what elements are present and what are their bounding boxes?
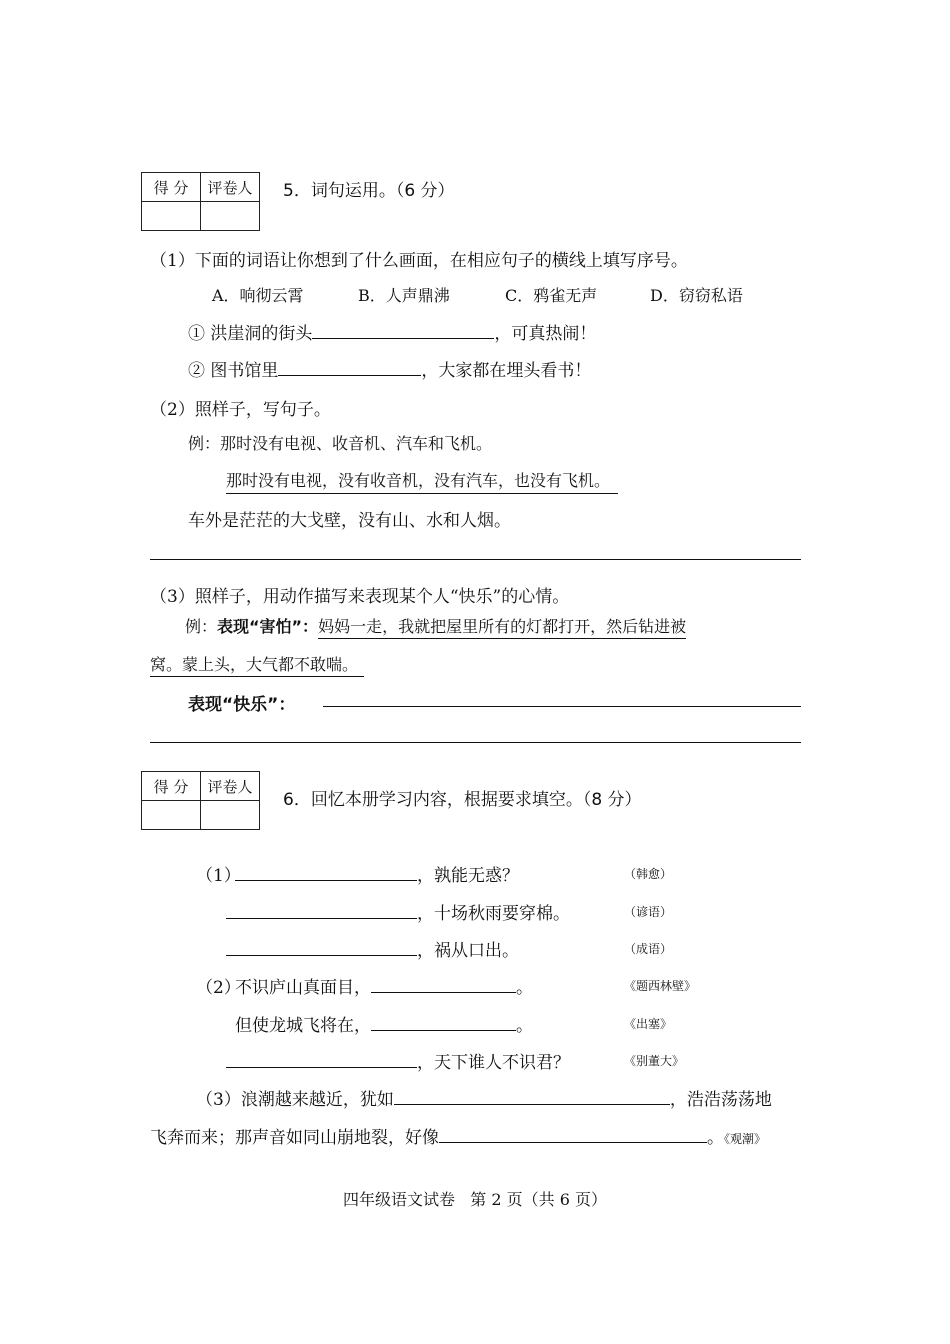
q6-p1-line3 — [226, 936, 519, 961]
q6-score-box — [141, 771, 260, 830]
q6-p2-src1: 《题西林壁》 — [624, 979, 697, 993]
q5-option-b: B．人声鼎沸 — [358, 286, 450, 305]
q6-p3-line1-suffix: ，浩浩荡荡地 — [669, 1090, 772, 1110]
grader-label: 评卷人 — [201, 772, 260, 801]
q5-item1-prefix: ① 洪崖洞的街头 — [188, 324, 313, 344]
q5-item2 — [188, 356, 591, 381]
score-cell[interactable] — [142, 202, 201, 231]
q6-p2-src3: 《别董大》 — [624, 1054, 685, 1068]
q6-p1-src1: （韩愈） — [624, 867, 673, 881]
q6-p2-line2-prefix: 但使龙城飞将在， — [235, 1016, 371, 1036]
q6-p1-line1 — [235, 861, 519, 886]
q6-p2-blank2[interactable] — [371, 1013, 516, 1031]
q6-p3-src: 《观潮》 — [724, 1132, 767, 1146]
q6-p3-line2-prefix: 飞奔而来；那声音如同山崩地裂，好像 — [150, 1128, 439, 1148]
q6-p1-number: （1） — [196, 866, 241, 886]
q6-p1-text1: ，孰能无惑？ — [417, 866, 519, 886]
q6-title: 6．回忆本册学习内容，根据要求填空。（8 分） — [283, 790, 642, 810]
q6-p2-line1-suffix: 。 — [516, 978, 533, 998]
q6-p2-line3-suffix: ，天下谁人不识君？ — [417, 1053, 570, 1073]
q6-p1-text3: ，祸从口出。 — [417, 941, 519, 961]
score-label: 得 分 — [142, 772, 201, 801]
q5-p2-example-answer: 那时没有电视，没有收音机，没有汽车，也没有飞机。 — [226, 468, 618, 494]
q5-option-c: C．鸦雀无声 — [505, 286, 598, 305]
q5-option-d: D．窃窃私语 — [650, 286, 743, 305]
q6-p1-blank2[interactable] — [226, 901, 417, 919]
grader-cell[interactable] — [201, 202, 260, 231]
q5-item2-blank[interactable] — [278, 358, 421, 376]
q5-p1-instruction: （1）下面的词语让你想到了什么画面，在相应句子的横线上填写序号。 — [150, 251, 688, 271]
q5-score-box — [141, 172, 260, 231]
q5-p2-instruction: （2）照样子，写句子。 — [150, 400, 331, 420]
q5-p3-example-text2: 窝。蒙上头，大气都不敢喘。 — [150, 655, 364, 677]
q5-p3-example-line1 — [185, 614, 686, 637]
q6-p1-src3: （成语） — [624, 942, 673, 956]
q6-p3-line1-prefix: （3）浪潮越来越近，犹如 — [196, 1090, 394, 1110]
q5-p3-example-line2 — [150, 652, 364, 675]
q5-p3-answer-line1[interactable] — [323, 706, 801, 707]
q6-p2-line2 — [235, 1011, 533, 1036]
q6-p2-blank3[interactable] — [226, 1050, 417, 1068]
q6-p2-line1 — [235, 973, 533, 998]
grader-cell[interactable] — [201, 801, 260, 830]
q5-p3-example-text1: 妈妈一走，我就把屋里所有的灯都打开，然后钻进被 — [318, 617, 686, 639]
q5-p3-instruction: （3）照样子，用动作描写来表现某个人“快乐”的心情。 — [150, 587, 570, 607]
q6-p1-blank3[interactable] — [226, 938, 417, 956]
q6-p2-src2: 《出塞》 — [624, 1017, 673, 1031]
grader-label: 评卷人 — [201, 173, 260, 202]
q5-option-a: A．响彻云霄 — [212, 286, 304, 305]
q5-p2-task: 车外是茫茫的大戈壁，没有山、水和人烟。 — [188, 511, 511, 531]
q6-p3-blank2[interactable] — [439, 1125, 707, 1143]
q6-p2-line1-prefix: 不识庐山真面目， — [235, 978, 371, 998]
q5-item1-blank[interactable] — [312, 321, 494, 339]
score-label: 得 分 — [142, 173, 201, 202]
q5-p3-task-label: 表现“快乐”： — [188, 695, 296, 715]
score-cell[interactable] — [142, 801, 201, 830]
q5-p3-example-prefix: 例： — [185, 617, 218, 636]
page-footer: 四年级语文试卷 第 2 页（共 6 页） — [343, 1190, 607, 1209]
q5-item2-prefix: ② 图书馆里 — [188, 361, 279, 381]
q6-p3-blank1[interactable] — [394, 1087, 670, 1105]
q6-p3-line2-suffix: 。 — [707, 1128, 724, 1148]
q5-p2-answer-line[interactable] — [150, 559, 801, 560]
q6-p2-blank1[interactable] — [371, 975, 516, 993]
q5-p3-answer-line2[interactable] — [150, 742, 801, 743]
q6-p1-line2 — [226, 899, 570, 924]
q6-p3-line2 — [150, 1123, 766, 1148]
q6-p2-line2-suffix: 。 — [516, 1016, 533, 1036]
q6-p3-line1 — [196, 1085, 772, 1110]
q5-title: 5．词句运用。（6 分） — [283, 181, 455, 201]
q6-p1-text2: ，十场秋雨要穿棉。 — [417, 904, 570, 924]
q6-p2-number: （2） — [196, 978, 241, 998]
q5-p2-example: 例：那时没有电视、收音机、汽车和飞机。 — [188, 434, 493, 453]
q5-item2-suffix: ，大家都在埋头看书！ — [421, 361, 592, 381]
q5-item1-suffix: ，可真热闹！ — [494, 324, 597, 344]
q5-p3-example-label: 表现“害怕”： — [217, 617, 319, 636]
q5-item1 — [188, 319, 596, 344]
q6-p1-src2: （谚语） — [624, 905, 673, 919]
q6-p1-blank1[interactable] — [235, 863, 417, 881]
q6-p2-line3 — [226, 1048, 570, 1073]
